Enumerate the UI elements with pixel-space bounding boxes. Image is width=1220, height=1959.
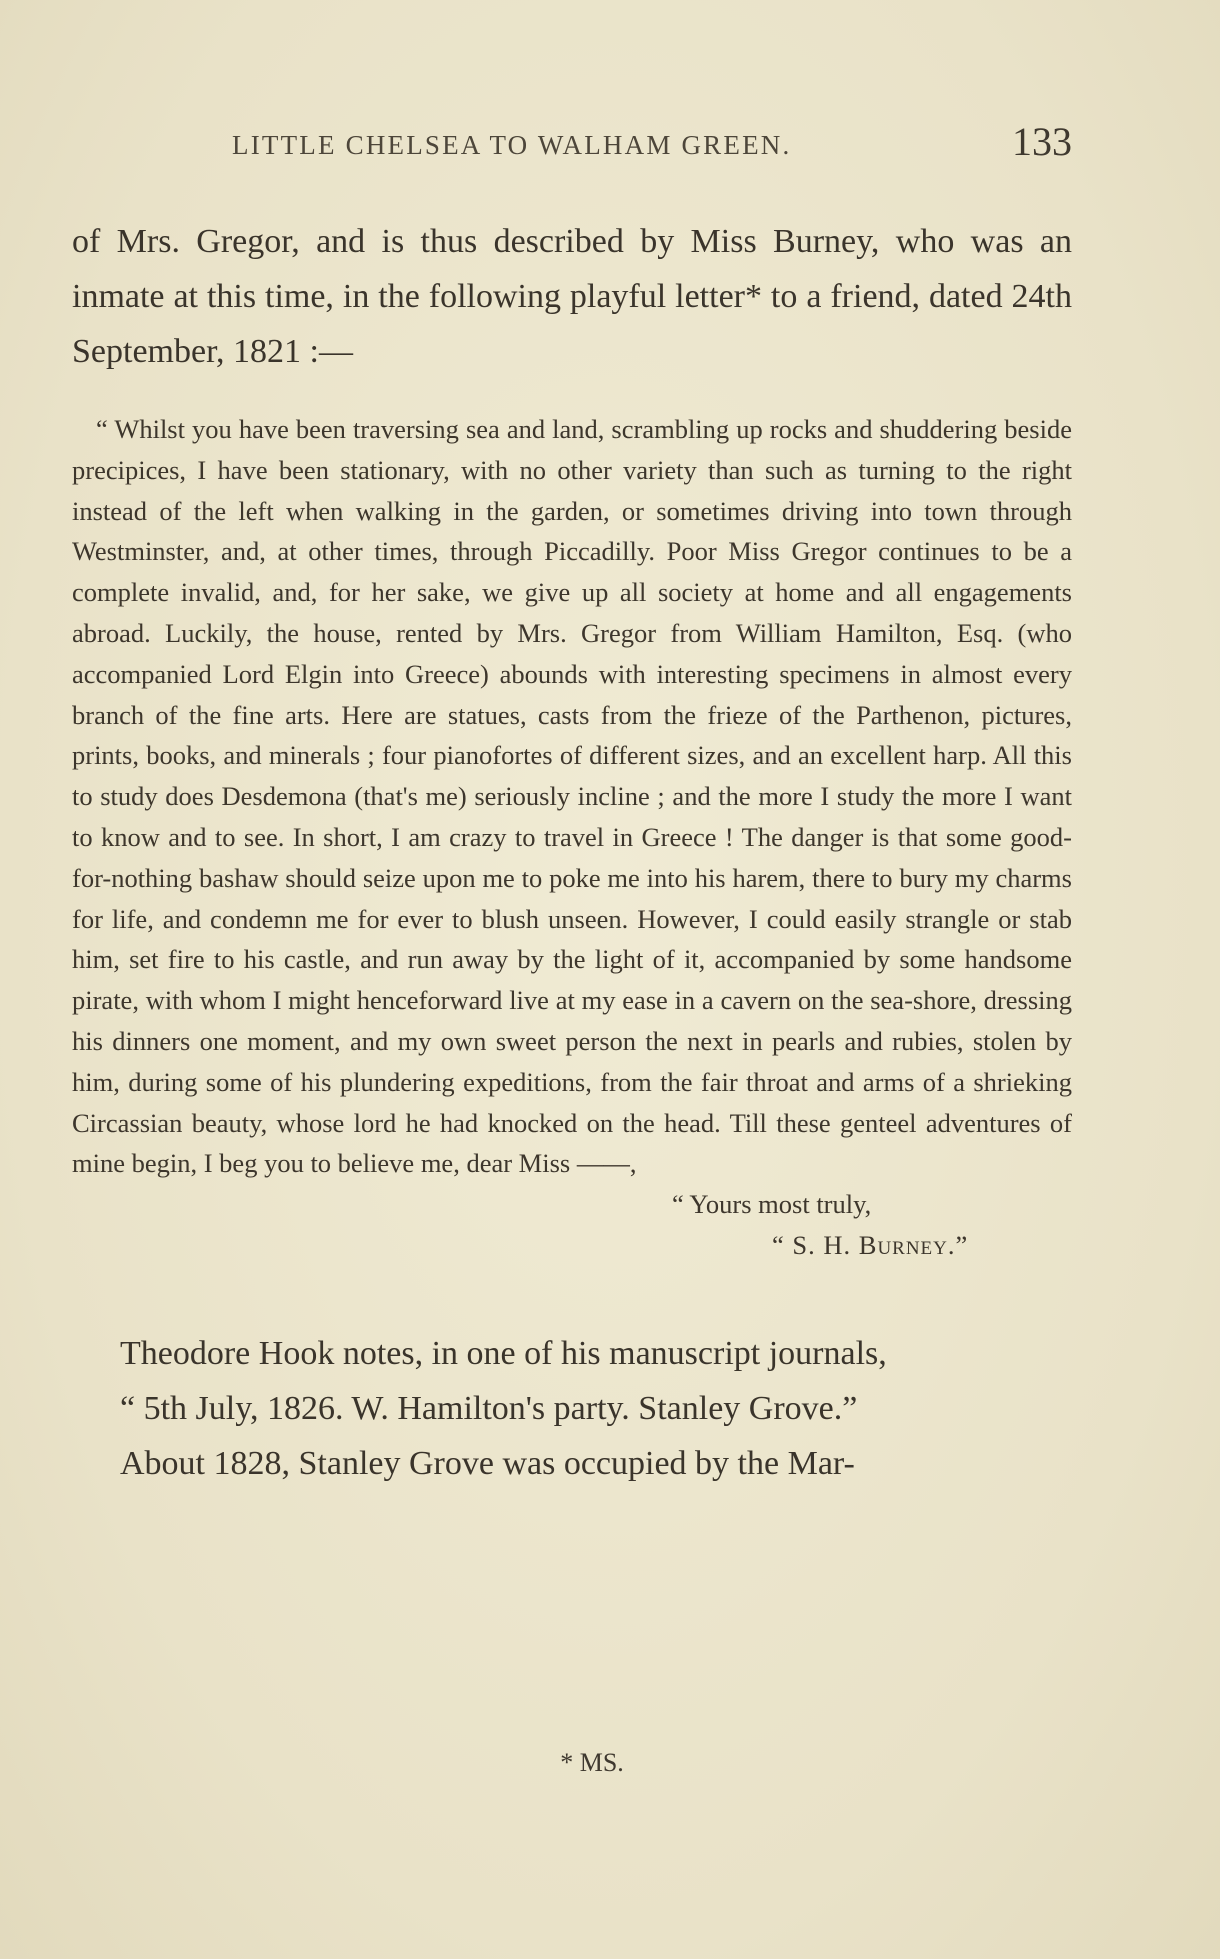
- book-page: [72, 110, 1072, 1777]
- quoted-letter: [72, 409, 1072, 1184]
- letter-closing: “ Yours most truly,: [672, 1189, 872, 1220]
- letter-body: “ Whilst you have been traversing sea and land, scrambling up rocks and shuddering beside precipices, I have been stationary, with no other variety than such as turning to the right instead of the left when walking in the garden, or sometimes driving into town through Westminster, and, at other times, through Piccadilly. Poor Miss Gregor continues to be a complete invalid, and, for her sake, we give up all society at home and all engagements abroad. Luckily, the house, rented by Mrs. Gregor from William Hamilton, Esq. (who accompanied Lord Elgin into Greece) abounds with interesting specimens in almost every branch of the fine arts. Here are statues, casts from the frieze of the Parthenon, pictures, prints, books, and minerals ; four pianofortes of different sizes, and an excellent harp. All this to study does Desdemona (that's me) seriously incline ; and the more I study the more I want to know and to see. In short, I am crazy to travel in Greece ! The danger is that some good-for-nothing bashaw should seize upon me to poke me into his harem, there to bury my charms for life, and condemn me for ever to blush unseen. However, I could easily strangle or stab him, set fire to his castle, and run away by the light of it, accompanied by some handsome pirate, with whom I might henceforward live at my ease in a cavern on the sea-shore, dressing his dinners one moment, and my own sweet person the next in pearls and rubies, stolen by him, during some of his plundering expeditions, from the fair throat and arms of a shrieking Circassian beauty, whose lord he had knocked on the head. Till these genteel adventures of mine begin, I beg you to believe me, dear Miss ——,: [72, 414, 1072, 1179]
- letter-signoff: [72, 1184, 1072, 1266]
- footnote-text: * MS.: [560, 1748, 624, 1777]
- page-number: 133: [1012, 119, 1072, 164]
- following-line-1: Theodore Hook notes, in one of his manuscript journals,: [120, 1334, 887, 1372]
- page-header: [72, 110, 1072, 164]
- following-paragraph: [72, 1326, 1072, 1491]
- footnote: [72, 1748, 1072, 1778]
- running-head: LITTLE CHELSEA TO WALHAM GREEN.: [232, 130, 792, 160]
- following-line-2: “ 5th July, 1826. W. Hamilton's party. Stanley Grove.”: [120, 1389, 858, 1427]
- letter-signature: “ S. H. Burney.”: [772, 1229, 969, 1260]
- intro-paragraph: of Mrs. Gregor, and is thus described by Miss Burney, who was an inmate at this time, in the following playful letter* to a friend, dated 24th September, 1821 :—: [72, 223, 1072, 370]
- following-line-3: About 1828, Stanley Grove was occupied by the Mar-: [120, 1444, 855, 1482]
